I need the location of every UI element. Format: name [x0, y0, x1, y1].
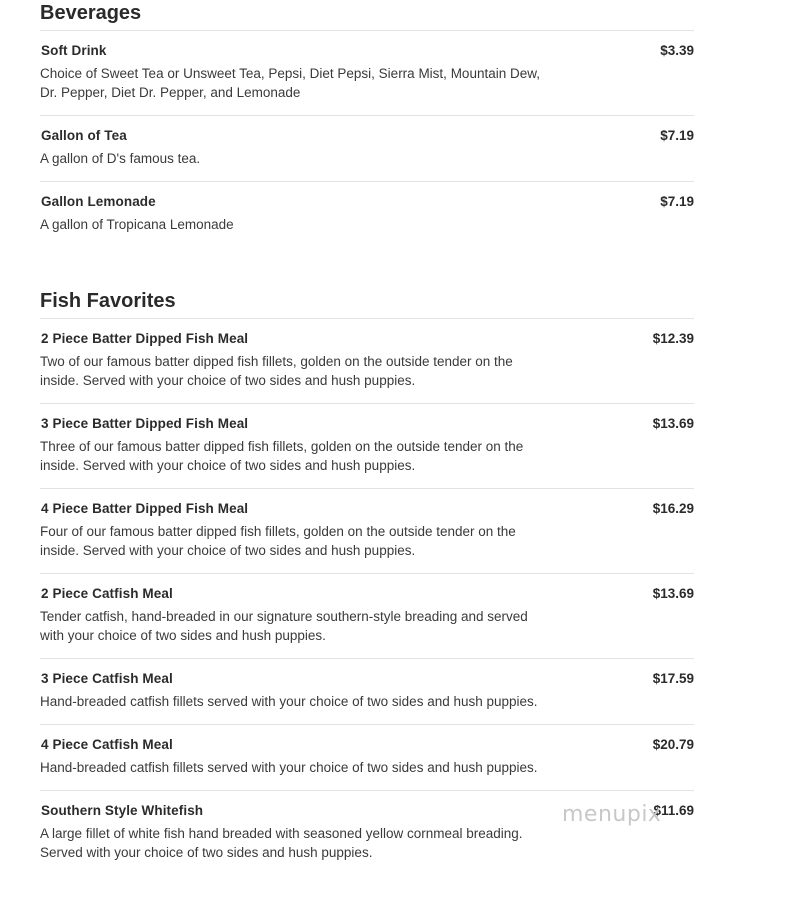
menu-item: [40, 182, 694, 247]
item-price: $3.39: [660, 43, 694, 58]
item-price: $13.69: [652, 416, 694, 431]
item-name: 3 Piece Batter Dipped Fish Meal: [41, 416, 249, 431]
section-fish-favorites: [40, 287, 694, 875]
item-name: 3 Piece Catfish Meal: [41, 671, 173, 686]
menu-item: [40, 725, 694, 790]
item-description: A gallon of Tropicana Lemonade: [40, 217, 234, 232]
item-description: Four of our famous batter dipped fish fillets, golden on the outside tender on the inside. Served with your choice of two sides and hush puppies.: [40, 524, 516, 558]
section-title: Beverages: [40, 2, 142, 24]
item-price: $11.69: [653, 803, 694, 818]
item-description: Tender catfish, hand-breaded in our signature southern-style breading and served with your choice of two sides and hush puppies.: [40, 609, 528, 643]
menu: [40, 0, 694, 875]
item-name: 4 Piece Catfish Meal: [41, 737, 173, 752]
item-description: A large fillet of white fish hand breaded with seasoned yellow cornmeal breading. Served with your choice of two sides and hush puppies.: [40, 826, 523, 860]
menu-item: [40, 574, 694, 658]
item-name: Southern Style Whitefish: [41, 803, 204, 818]
watermark: menupix: [562, 802, 662, 827]
item-price: $7.19: [660, 128, 694, 143]
menu-item: [40, 489, 694, 573]
item-name: 4 Piece Batter Dipped Fish Meal: [41, 501, 249, 516]
item-description: Hand-breaded catfish fillets served with your choice of two sides and hush puppies.: [40, 760, 538, 775]
menu-item: [40, 116, 694, 181]
item-name: Gallon of Tea: [41, 128, 127, 143]
item-name: 2 Piece Batter Dipped Fish Meal: [41, 331, 249, 346]
item-description: Two of our famous batter dipped fish fillets, golden on the outside tender on the inside. Served with your choice of two sides and hush puppies.: [40, 354, 513, 388]
menu-item: [40, 319, 694, 403]
item-description: Three of our famous batter dipped fish fillets, golden on the outside tender on the inside. Served with your choice of two sides and hush puppies.: [40, 439, 524, 473]
item-name: Soft Drink: [41, 43, 107, 58]
menu-item: [40, 31, 694, 115]
menu-item: [40, 659, 694, 724]
item-name: 2 Piece Catfish Meal: [41, 586, 173, 601]
section-beverages: [40, 0, 694, 247]
item-price: $13.69: [652, 586, 694, 601]
item-price: $17.59: [652, 671, 694, 686]
item-description: A gallon of D's famous tea.: [40, 151, 201, 166]
item-description: Choice of Sweet Tea or Unsweet Tea, Pepsi, Diet Pepsi, Sierra Mist, Mountain Dew, Dr. Pepper, Diet Dr. Pepper, and Lemonade: [40, 66, 540, 100]
menu-item: [40, 404, 694, 488]
item-description: Hand-breaded catfish fillets served with your choice of two sides and hush puppies.: [40, 694, 538, 709]
item-price: $16.29: [652, 501, 694, 516]
item-price: $7.19: [660, 194, 694, 209]
item-name: Gallon Lemonade: [41, 194, 156, 209]
item-price: $20.79: [652, 737, 694, 752]
section-title: Fish Favorites: [40, 290, 176, 312]
item-price: $12.39: [652, 331, 694, 346]
